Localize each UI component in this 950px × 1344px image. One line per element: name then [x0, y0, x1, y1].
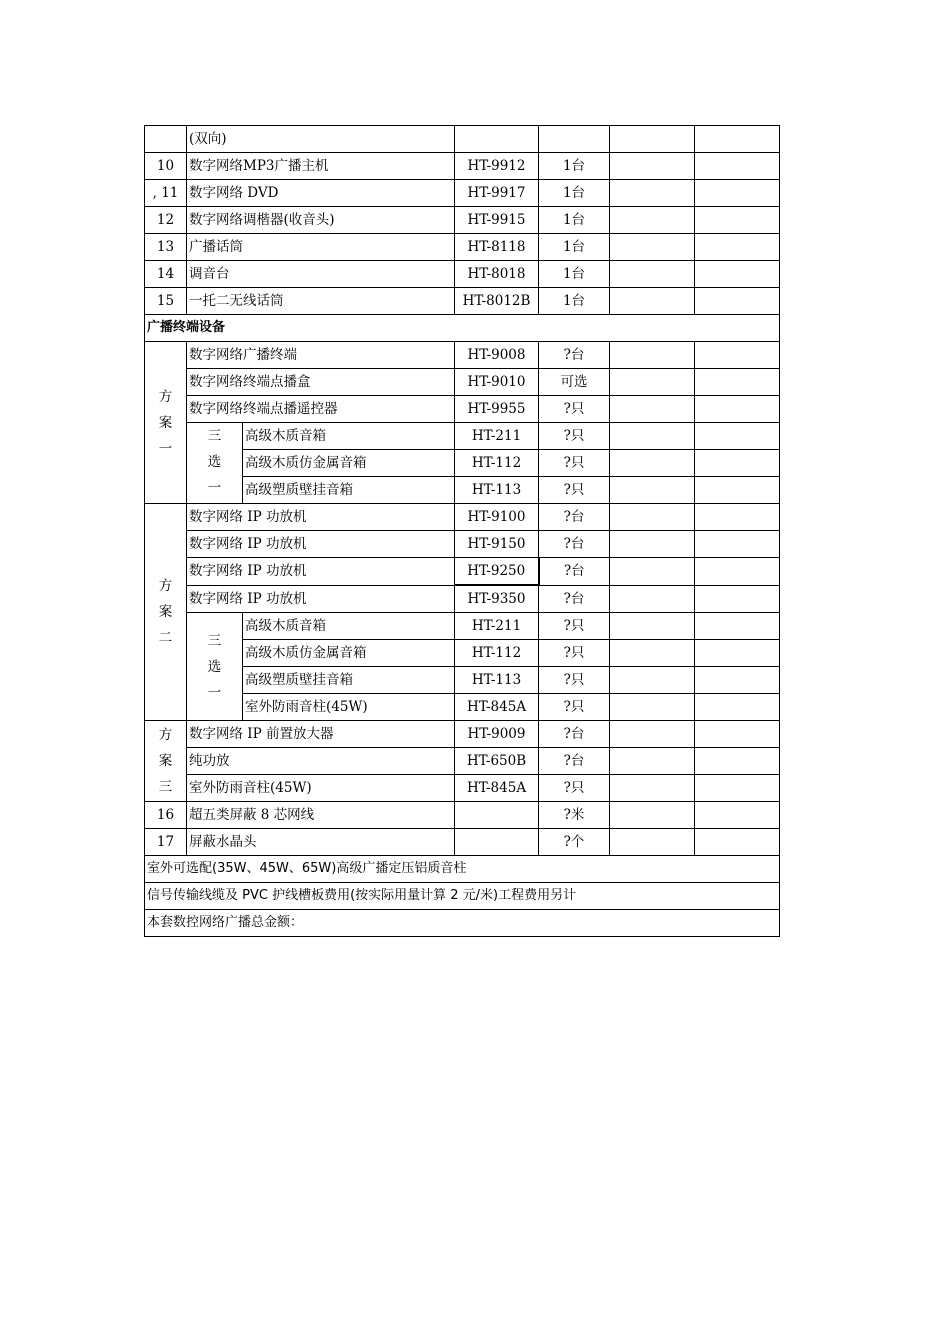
item-qty: ?只 [539, 775, 610, 802]
row-number: 16 [145, 802, 187, 829]
item-name: 数字网络 IP 功放机 [187, 558, 455, 586]
table-row [145, 748, 780, 775]
amount-cell [695, 342, 780, 369]
item-qty: 1台 [539, 288, 610, 315]
note-optional: 室外可选配(35W、45W、65W)高级广播定压铝质音柱 [145, 856, 780, 883]
plan2-sub-label [187, 613, 243, 721]
amount-cell [695, 667, 780, 694]
item-qty: 1台 [539, 153, 610, 180]
item-model: HT-9150 [455, 531, 539, 558]
amount-cell [695, 640, 780, 667]
item-model: HT-9350 [455, 585, 539, 613]
amount-cell [695, 288, 780, 315]
item-name: 数字网络广播终端 [187, 342, 455, 369]
amount-cell [695, 802, 780, 829]
item-model: HT-9917 [455, 180, 539, 207]
amount-cell [695, 721, 780, 748]
item-qty: 1台 [539, 261, 610, 288]
table-row [145, 829, 780, 856]
item-name: 一托二无线话筒 [187, 288, 455, 315]
amount-cell [695, 748, 780, 775]
item-model: HT-9008 [455, 342, 539, 369]
item-model: HT-8012B [455, 288, 539, 315]
row-number: 10 [145, 153, 187, 180]
plan2-label [145, 504, 187, 721]
amount-cell [695, 450, 780, 477]
item-qty: ?台 [539, 748, 610, 775]
table-row [145, 126, 780, 153]
amount-cell [695, 477, 780, 504]
table-row [145, 342, 780, 369]
price-cell [610, 477, 695, 504]
item-qty: ?个 [539, 829, 610, 856]
item-name: 室外防雨音柱(45W) [243, 694, 455, 721]
item-model [455, 829, 539, 856]
price-cell [610, 748, 695, 775]
note-row [145, 883, 780, 910]
table-row [145, 207, 780, 234]
item-name: 数字网络 IP 功放机 [187, 585, 455, 613]
amount-cell [695, 585, 780, 613]
item-qty: ?台 [539, 342, 610, 369]
note-cable: 信号传输线缆及 PVC 护线槽板费用(按实际用量计算 2 元/米)工程费用另计 [145, 883, 780, 910]
table-row [145, 423, 780, 450]
item-model: HT-112 [455, 450, 539, 477]
amount-cell [695, 396, 780, 423]
item-qty: ?台 [539, 558, 610, 586]
item-model: HT-113 [455, 477, 539, 504]
amount-cell [695, 261, 780, 288]
amount-cell [695, 531, 780, 558]
plan2-label-text: 方 案 二 [158, 578, 173, 646]
item-name: (双向) [187, 126, 455, 153]
price-cell [610, 396, 695, 423]
amount-cell [695, 504, 780, 531]
row-number: 14 [145, 261, 187, 288]
row-number: 15 [145, 288, 187, 315]
item-name: 调音台 [187, 261, 455, 288]
section-row [145, 315, 780, 342]
table-row [145, 775, 780, 802]
item-model: HT-650B [455, 748, 539, 775]
price-cell [610, 207, 695, 234]
row-number [145, 126, 187, 153]
amount-cell [695, 829, 780, 856]
amount-cell [695, 153, 780, 180]
item-qty: ?只 [539, 694, 610, 721]
row-number: 12 [145, 207, 187, 234]
table-row [145, 531, 780, 558]
item-name: 数字网络 DVD [187, 180, 455, 207]
item-name: 数字网络终端点播遥控器 [187, 396, 455, 423]
price-cell [610, 531, 695, 558]
table-row [145, 180, 780, 207]
item-model: HT-9955 [455, 396, 539, 423]
item-model: HT-8118 [455, 234, 539, 261]
item-model: HT-9915 [455, 207, 539, 234]
item-qty [539, 126, 610, 153]
price-cell [610, 423, 695, 450]
item-model: HT-9912 [455, 153, 539, 180]
table-row [145, 288, 780, 315]
equipment-table [144, 125, 780, 937]
price-cell [610, 721, 695, 748]
amount-cell [695, 423, 780, 450]
table-row [145, 369, 780, 396]
item-model: HT-845A [455, 694, 539, 721]
table-row [145, 585, 780, 613]
plan3-label-text: 方 案 三 [158, 727, 173, 795]
price-cell [610, 126, 695, 153]
item-model: HT-211 [455, 423, 539, 450]
row-number: 13 [145, 234, 187, 261]
item-name: 数字网络调楷器(收音头) [187, 207, 455, 234]
item-qty: ?只 [539, 667, 610, 694]
item-name: 室外防雨音柱(45W) [187, 775, 455, 802]
item-model: HT-113 [455, 667, 539, 694]
item-qty: ?只 [539, 396, 610, 423]
item-name: 高级塑质壁挂音箱 [243, 667, 455, 694]
table-row [145, 153, 780, 180]
price-cell [610, 613, 695, 640]
table-row [145, 558, 780, 586]
amount-cell [695, 694, 780, 721]
price-cell [610, 694, 695, 721]
plan3-label [145, 721, 187, 802]
item-model [455, 802, 539, 829]
item-model: HT-9010 [455, 369, 539, 396]
amount-cell [695, 369, 780, 396]
price-cell [610, 802, 695, 829]
item-qty: ?台 [539, 585, 610, 613]
item-name: 高级木质仿金属音箱 [243, 450, 455, 477]
price-cell [610, 829, 695, 856]
note-row [145, 910, 780, 937]
row-number: 17 [145, 829, 187, 856]
note-total: 本套数控网络广播总金额： [145, 910, 780, 937]
item-model [455, 126, 539, 153]
item-qty: ?台 [539, 504, 610, 531]
item-model: HT-112 [455, 640, 539, 667]
item-qty: 1台 [539, 234, 610, 261]
price-cell [610, 450, 695, 477]
price-cell [610, 640, 695, 667]
price-cell [610, 775, 695, 802]
item-qty: ?米 [539, 802, 610, 829]
price-cell [610, 504, 695, 531]
item-name: 屏蔽水晶头 [187, 829, 455, 856]
item-name: 数字网络 IP 功放机 [187, 531, 455, 558]
item-model: HT-9009 [455, 721, 539, 748]
row-number: , 11 [145, 180, 187, 207]
plan1-label [145, 342, 187, 504]
item-qty: ?只 [539, 613, 610, 640]
item-qty: ?台 [539, 531, 610, 558]
item-qty: ?只 [539, 450, 610, 477]
note-row [145, 856, 780, 883]
item-model: HT-8018 [455, 261, 539, 288]
table-row [145, 504, 780, 531]
item-name: 广播话筒 [187, 234, 455, 261]
price-cell [610, 153, 695, 180]
item-qty: 1台 [539, 180, 610, 207]
item-model: HT-211 [455, 613, 539, 640]
table-row [145, 721, 780, 748]
price-cell [610, 558, 695, 586]
table-row [145, 802, 780, 829]
item-name: 高级木质音箱 [243, 423, 455, 450]
item-name: 纯功放 [187, 748, 455, 775]
item-model: HT-9100 [455, 504, 539, 531]
item-name: 高级木质音箱 [243, 613, 455, 640]
price-cell [610, 234, 695, 261]
item-qty: 1台 [539, 207, 610, 234]
amount-cell [695, 775, 780, 802]
plan1-sub-label-text: 三 选 一 [207, 428, 222, 496]
plan1-sub-label [187, 423, 243, 504]
item-qty: ?台 [539, 721, 610, 748]
item-qty: ?只 [539, 477, 610, 504]
price-cell [610, 667, 695, 694]
item-name: 高级塑质壁挂音箱 [243, 477, 455, 504]
item-model: HT-9250 [455, 558, 539, 586]
table-row [145, 613, 780, 640]
price-cell [610, 369, 695, 396]
item-name: 高级木质仿金属音箱 [243, 640, 455, 667]
amount-cell [695, 613, 780, 640]
amount-cell [695, 207, 780, 234]
amount-cell [695, 234, 780, 261]
amount-cell [695, 558, 780, 586]
table-row [145, 234, 780, 261]
price-cell [610, 288, 695, 315]
plan1-label-text: 方 案 一 [158, 388, 173, 457]
item-name: 数字网络MP3广播主机 [187, 153, 455, 180]
item-qty: 可选 [539, 369, 610, 396]
item-name: 超五类屏蔽 8 芯网线 [187, 802, 455, 829]
item-name: 数字网络 IP 功放机 [187, 504, 455, 531]
item-qty: ?只 [539, 423, 610, 450]
item-qty: ?只 [539, 640, 610, 667]
table-row [145, 396, 780, 423]
section-title: 广播终端设备 [145, 315, 780, 342]
plan2-sub-label-text: 三 选 一 [207, 632, 222, 701]
amount-cell [695, 180, 780, 207]
item-name: 数字网络终端点播盒 [187, 369, 455, 396]
table-body [145, 126, 780, 937]
price-cell [610, 585, 695, 613]
price-cell [610, 261, 695, 288]
price-cell [610, 342, 695, 369]
item-model: HT-845A [455, 775, 539, 802]
amount-cell [695, 126, 780, 153]
table-row [145, 261, 780, 288]
item-name: 数字网络 IP 前置放大器 [187, 721, 455, 748]
price-cell [610, 180, 695, 207]
